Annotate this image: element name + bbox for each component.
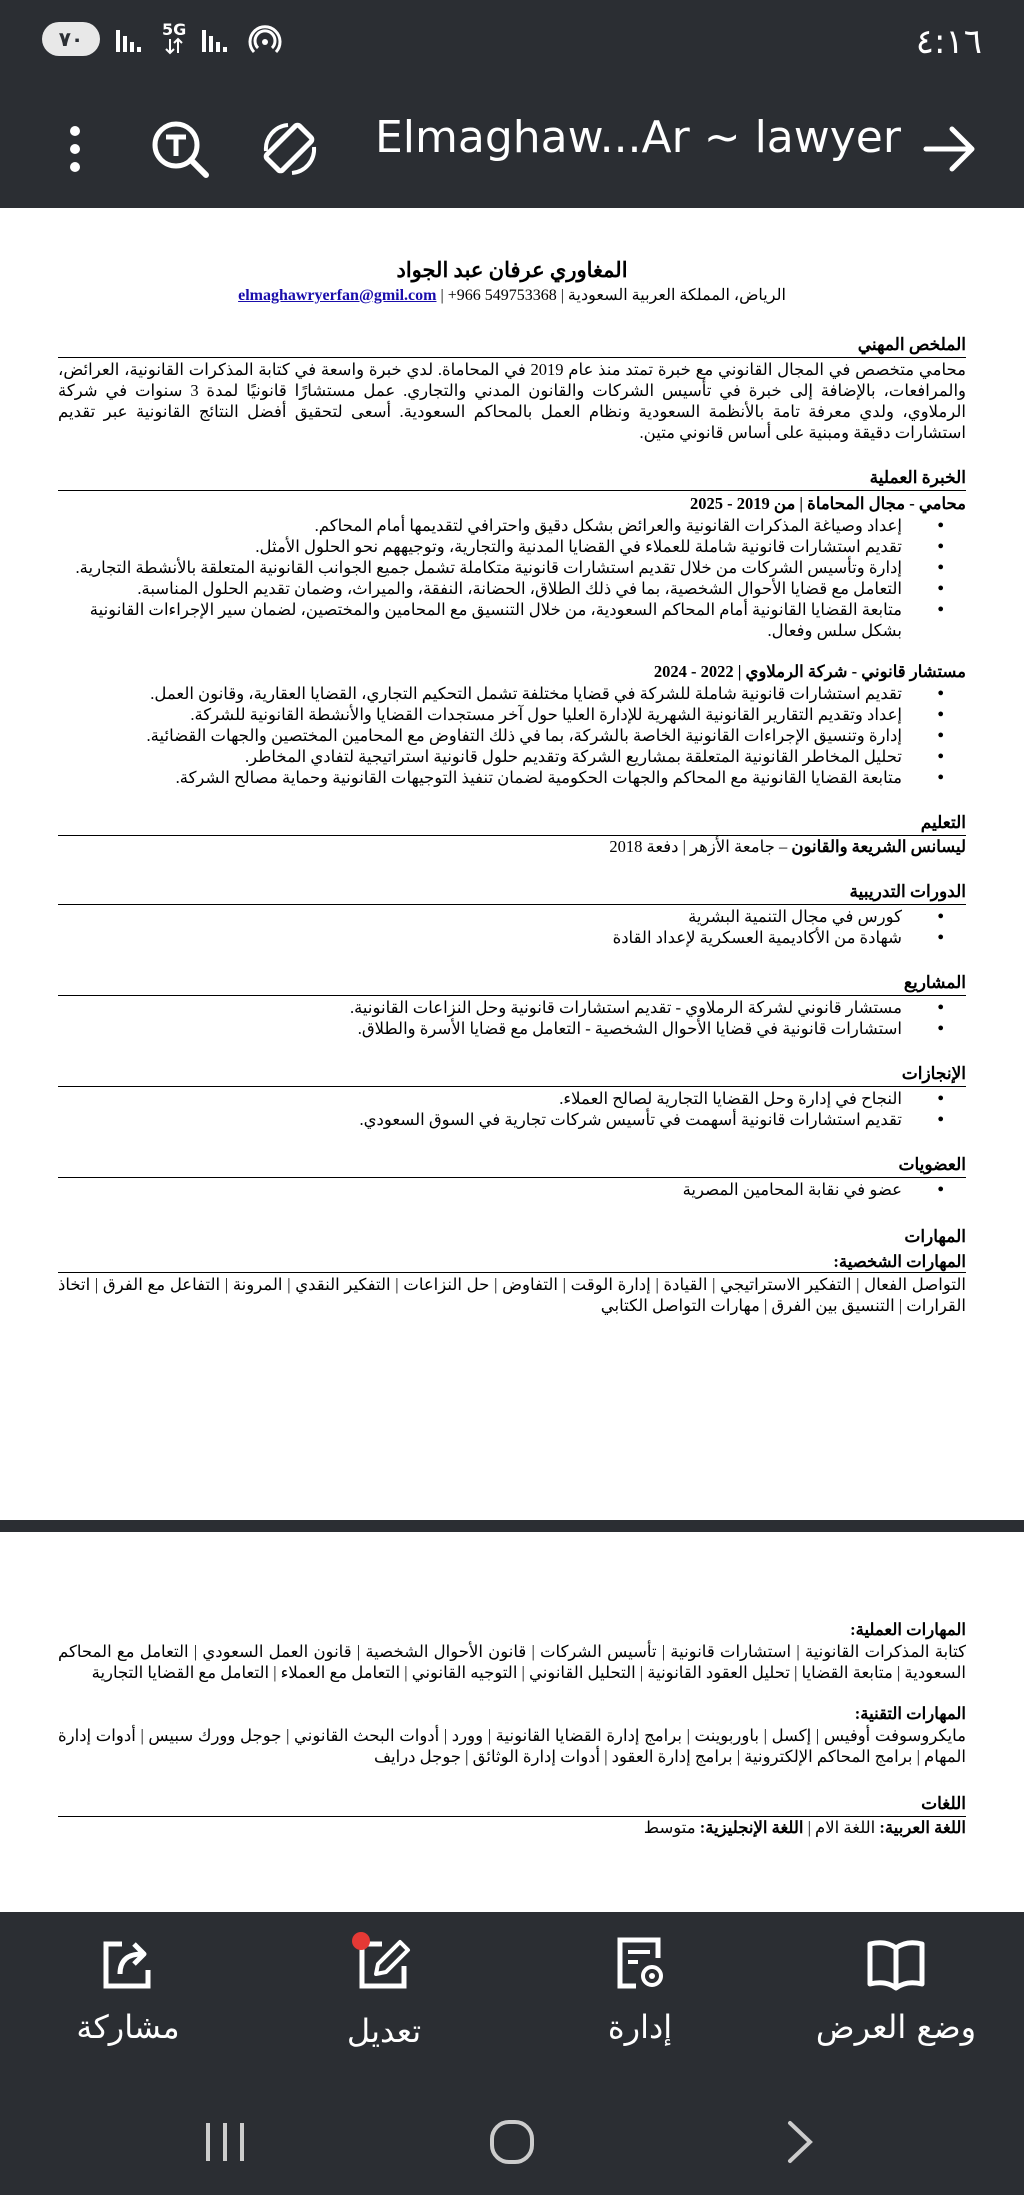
book-icon — [864, 1934, 928, 1994]
projects-list — [58, 997, 966, 1039]
list-item: ● تقديم استشارات قانونية شاملة للشركة في قضايا مختلفة تشمل التحكيم التجاري، القضايا العقارية، وقانون العمل. — [58, 683, 966, 704]
status-time: ٤:١٦ — [915, 22, 982, 62]
document-page-2 — [0, 1532, 1024, 1912]
courses-list — [58, 906, 966, 948]
list-item: ● تقديم استشارات قانونية أسهمت في تأسيس شركات تجارية في السوق السعودي. — [58, 1109, 966, 1130]
list-item: ● مستشار قانوني لشركة الرملاوي - تقديم استشارات قانونية وحل النزاعات القانونية. — [58, 997, 966, 1018]
list-item: ● النجاح في إدارة وحل القضايا التجارية لصالح العملاء. — [58, 1088, 966, 1109]
document-page-1 — [0, 208, 1024, 1520]
achievements-heading: الإنجازات — [58, 1063, 966, 1087]
skills-heading: المهارات — [904, 1227, 966, 1246]
battery-level: ٧٠ — [58, 27, 84, 51]
list-item: ● إعداد وتقديم التقارير القانونية الشهرية للإدارة العليا حول آخر مستجدات القضايا والأنشطة القانونية للشركة. — [58, 704, 966, 725]
status-icons — [42, 22, 282, 56]
arrow-right-icon[interactable] — [915, 114, 985, 184]
manage-icon — [610, 1934, 670, 1994]
arabic-label: اللغة العربية: — [879, 1818, 966, 1837]
projects-heading: المشاريع — [58, 972, 966, 996]
email-link[interactable]: elmaghawryerfan@gmil.com — [238, 287, 437, 304]
list-item: ● إدارة وتأسيس الشركات من خلال تقديم استشارات قانونية متكاملة تشمل جميع الجوانب القانونية المتعلقة بالأنشطة التجارية. — [58, 557, 966, 578]
edit-button[interactable] — [274, 1934, 494, 2064]
bottom-action-bar — [0, 1912, 1024, 2082]
list-item: ● كورس في مجال التنمية البشرية — [58, 906, 966, 927]
job-title: محامي - مجال المحاماة | من 2019 - 2025 — [690, 494, 966, 513]
education-entry — [58, 836, 966, 857]
list-item: ● تحليل المخاطر القانونية المتعلقة بمشاريع الشركة وتقديم حلول قانونية استراتيجية لتفادي المخاطر. — [58, 746, 966, 767]
list-item: ● التعامل مع قضايا الأحوال الشخصية، بما في ذلك الطلاق، الحضانة، النفقة، والميراث، وضمان تقديم الحلول المناسبة. — [58, 578, 966, 599]
rotate-icon[interactable] — [255, 114, 325, 184]
view-mode-button[interactable] — [786, 1934, 1006, 2064]
practical-skills: كتابة المذكرات القانونية | استشارات قانونية | تأسيس الشركات | قانون الأحوال الشخصية | قانون العمل السعودي | التعامل مع المحاكم السعودية | متابعة القضايا | تحليل العقود القانونية | التحليل القانوني | التوجيه القانوني | التعامل مع العملاء | التعامل مع القضايا التجارية — [58, 1642, 966, 1682]
list-item: ● إعداد وصياغة المذكرات القانونية والعرائض بشكل دقيق واحترافي لتقديمها أمام المحاكم. — [58, 515, 966, 536]
experience-heading: الخبرة العملية — [58, 467, 966, 491]
recent-apps-icon[interactable] — [195, 2112, 255, 2172]
practical-skills-heading: المهارات العملية: — [850, 1620, 966, 1639]
view-mode-label: وضع العرض — [815, 2008, 977, 2046]
job-1-bullets — [58, 515, 966, 641]
list-item: ● شهادة من الأكاديمية العسكرية لإعداد القادة — [58, 927, 966, 948]
resume-content-2 — [58, 1617, 966, 1838]
summary-heading: الملخص المهني — [58, 334, 966, 358]
technical-skills-heading: المهارات التقنية: — [854, 1704, 966, 1723]
list-item: ● تقديم استشارات قانونية شاملة للعملاء في القضايا المدنية والتجارية، وتوجيههم نحو الحلول الأمثل. — [58, 536, 966, 557]
languages-entry — [58, 1817, 966, 1838]
share-icon — [98, 1934, 158, 1994]
list-item: ● عضو في نقابة المحامين المصرية — [58, 1179, 966, 1200]
contact-line: الرياض، المملكة العربية السعودية | +966 549753368 | elmaghawryerfan@gmil.com — [238, 287, 786, 304]
home-icon[interactable] — [482, 2112, 542, 2172]
back-icon[interactable] — [770, 2112, 830, 2172]
job-title: مستشار قانوني - شركة الرملاوي | 2022 - 2024 — [653, 662, 966, 681]
personal-skills-heading: المهارات الشخصية: — [58, 1251, 966, 1273]
battery-icon — [42, 22, 100, 56]
languages-heading: اللغات — [58, 1793, 966, 1817]
network-type: 5G — [162, 20, 187, 39]
degree: ليسانس الشريعة والقانون — [791, 837, 966, 856]
achievements-list — [58, 1088, 966, 1130]
summary-text: محامي متخصص في المجال القانوني مع خبرة تمتد منذ عام 2019 في المحاماة. لدي خبرة واسعة في كتابة المذكرات القانونية، العرائض، والمرافعات، بالإضافة إلى خبرة في تأسيس الشركات والقانون المدني والتجاري. عمل مستشارًا قانونيًا لمدة 3 سنوات في شركة الرملاوي، ولدي معرفة تامة بالأنظمة السعودية ونظام العمل بالمحاكم السعودية. أسعى لتحقيق أفضل النتائج القانونية عبر تقديم استشارات دقيقة ومبنية على أساس قانوني متين. — [58, 360, 967, 442]
share-label: مشاركة — [76, 2008, 180, 2046]
status-bar — [0, 0, 1024, 90]
edit-label: تعديل — [346, 2012, 422, 2050]
document-title: Elmaghaw...Ar ~ lawyer — [375, 112, 901, 163]
app-toolbar — [0, 90, 1024, 208]
personal-skills: التواصل الفعال | التفكير الاستراتيجي | القيادة | إدارة الوقت | التفاوض | حل النزاعات | التفكير النقدي | المرونة | التفاعل مع الفرق | اتخاذ القرارات | التنسيق بين الفرق | مهارات التواصل الكتابي — [58, 1275, 966, 1315]
resume-content — [58, 208, 966, 1316]
list-item: ● إدارة وتنسيق الإجراءات القانونية الخاصة بالشركة، بما في ذلك التفاوض مع المحامين المختصين والجهات القضائية. — [58, 725, 966, 746]
list-item: ● متابعة القضايا القانونية مع المحاكم والجهات الحكومية لضمان تنفيذ التوجيهات القانونية وحماية مصالح الشركة. — [58, 767, 966, 788]
share-button[interactable] — [18, 1934, 238, 2064]
signal-icon-2 — [200, 22, 234, 56]
english-level: متوسط — [643, 1818, 700, 1837]
text-recognition-icon[interactable] — [145, 114, 215, 184]
manage-label: إدارة — [607, 2008, 673, 2046]
job-2-bullets — [58, 683, 966, 788]
location: الرياض، المملكة العربية السعودية — [567, 287, 786, 304]
signal-icon — [114, 22, 148, 56]
memberships-heading: العضويات — [58, 1154, 966, 1178]
english-label: اللغة الإنجليزية: — [699, 1818, 804, 1837]
resume-name: المغاوري عرفان عبد الجواد — [396, 258, 628, 282]
phone: +966 549753368 — [447, 287, 557, 304]
more-icon[interactable] — [40, 114, 110, 184]
notification-dot — [352, 1932, 370, 1950]
list-item: ● متابعة القضايا القانونية أمام المحاكم السعودية، من خلال التنسيق مع المحامين والمختصين، لضمان سير الإجراءات القانونية بشكل سلس وفعال. — [58, 599, 966, 641]
network-5g-icon — [162, 20, 187, 55]
system-nav-bar — [0, 2082, 1024, 2195]
technical-skills: مايكروسوفت أوفيس | إكسل | باوربوينت | برامج إدارة القضايا القانونية | وورد | أدوات البحث القانوني | جوجل وورك سبيس | أدوات إدارة المهام | برامج المحاكم الإلكترونية | برامج إدارة العقود | أدوات إدارة الوثائق | جوجل درايف — [58, 1726, 966, 1766]
courses-heading: الدورات التدريبية — [58, 881, 966, 905]
manage-button[interactable] — [530, 1934, 750, 2064]
hotspot-icon — [248, 22, 282, 56]
memberships-list — [58, 1179, 966, 1200]
education-details: – جامعة الأزهر | دفعة 2018 — [609, 837, 792, 856]
list-item: ● استشارات قانونية في قضايا الأحوال الشخصية - التعامل مع قضايا الأسرة والطلاق. — [58, 1018, 966, 1039]
arabic-level: اللغة الام | — [803, 1818, 880, 1837]
education-heading: التعليم — [58, 812, 966, 836]
